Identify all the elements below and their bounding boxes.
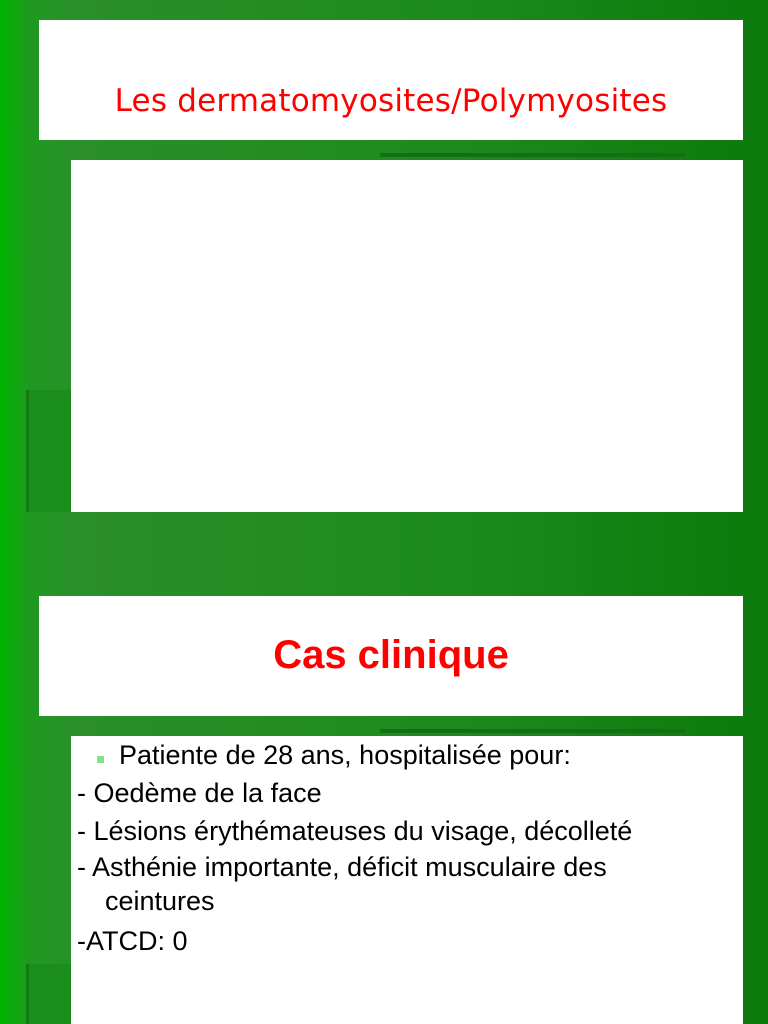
slide-1-title-box <box>39 20 743 140</box>
decorative-bar <box>26 964 74 1024</box>
slide-2-title: Cas clinique <box>273 633 509 677</box>
slide-2-title-box <box>39 596 743 716</box>
slide-2 <box>0 576 768 1024</box>
slide-separator <box>0 512 768 576</box>
content-line: - Asthénie importante, déficit musculaire des <box>77 852 607 882</box>
content-line: - Lésions érythémateuses du visage, décolleté <box>77 816 633 846</box>
content-line: - Oedème de la face <box>77 778 322 808</box>
content-line: ceintures <box>105 886 215 916</box>
decorative-line <box>380 153 685 157</box>
content-line: -ATCD: 0 <box>77 926 188 956</box>
slide-1-content-box <box>71 160 743 512</box>
decorative-line <box>380 729 685 733</box>
slide-1-title: Les dermatomyosites/Polymyosites <box>114 83 668 119</box>
bullet-text: Patiente de 28 ans, hospitalisée pour: <box>119 740 571 770</box>
square-bullet-icon <box>97 756 104 763</box>
decorative-bar <box>26 390 74 512</box>
slide-2-content-box <box>71 736 743 1024</box>
